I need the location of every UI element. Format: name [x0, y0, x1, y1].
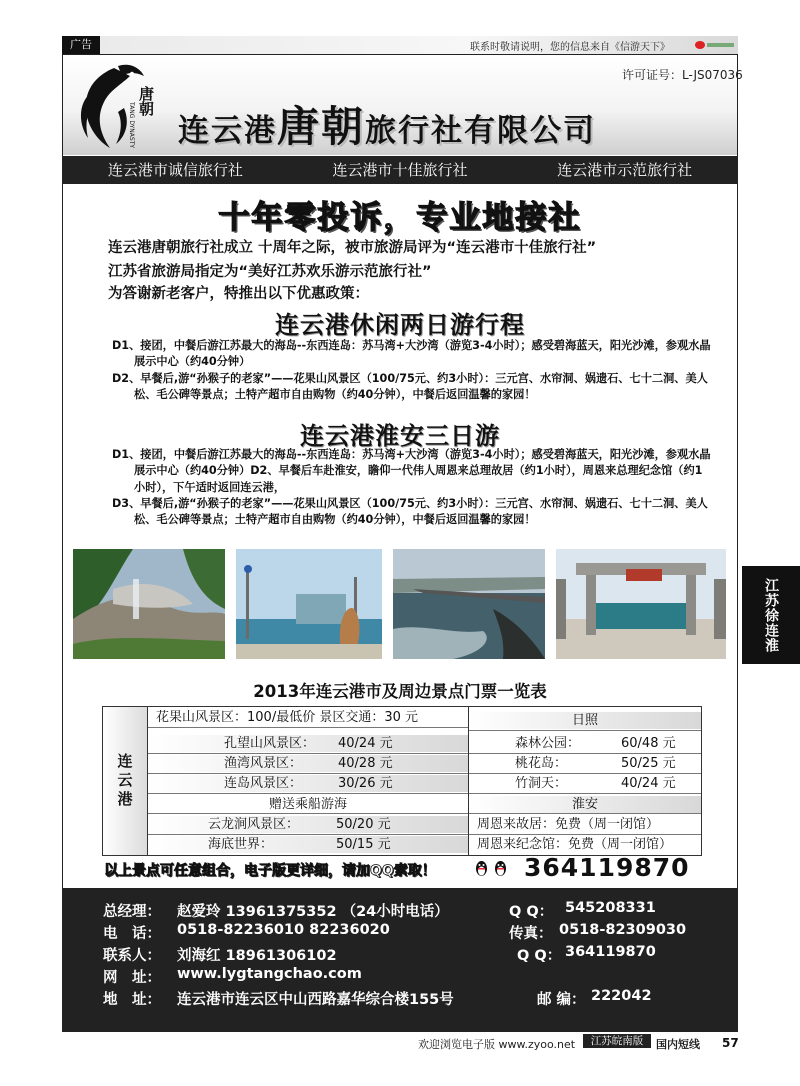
- tel-label: 电 话：: [103, 926, 161, 942]
- intro-line: 连云港唐朝旅行社成立 十周年之际，被市旅游局评为“连云港市十佳旅行社”: [108, 240, 597, 256]
- ad-tag: 广告: [62, 36, 100, 54]
- spot-price: 40/24 元: [338, 736, 393, 751]
- route-title: 连云港淮安三日游: [300, 422, 500, 450]
- logo-sub: TANG DYNASTY: [128, 102, 135, 149]
- spot-price: 40/24 元: [621, 776, 676, 791]
- intro-line: 为答谢新老客户，特推出以下优惠政策：: [108, 286, 369, 302]
- page-number: 57: [722, 1036, 739, 1050]
- photo-sea-causeway: [393, 549, 545, 659]
- table-row: [148, 735, 468, 752]
- footer-edition: 江苏皖南版: [583, 1034, 651, 1048]
- honors-strip: [63, 156, 737, 184]
- rizhao-header: 日照: [469, 712, 701, 729]
- photo-rocks-waterfall: [73, 549, 225, 659]
- city-name: 连云港: [115, 752, 134, 810]
- addr-value: 连云港市连云区中山西路嘉华综合楼155号: [177, 992, 454, 1008]
- qq2-label: Q Q：: [517, 948, 562, 964]
- table-row: [148, 836, 468, 853]
- city-column: [103, 707, 147, 855]
- spot-name: 孔望山风景区：: [224, 736, 316, 751]
- spot-name: 渔湾风景区：: [224, 756, 303, 771]
- spot-price: 50/15 元: [336, 837, 391, 852]
- tel-value: 0518-82236010 82236020: [177, 922, 390, 938]
- itinerary: [112, 447, 712, 528]
- qq-number: 364119870: [524, 853, 690, 882]
- addr-label: 地 址：: [103, 992, 161, 1008]
- itinerary-day: D3、早餐后,游“孙猴子的老家”——花果山风景区（100/75元、约3小时）：三元宫、水帘洞、娲遗石、七十二洞、美人松、毛公碑等景点；土特产超市自由购物（约40分钟），中餐后返回温馨的家园！: [112, 496, 708, 527]
- table-row: 周恩来纪念馆：免费（周一闭馆）: [477, 837, 673, 852]
- honor-item: 连云港市十佳旅行社: [332, 161, 468, 179]
- qq-penguin-icon: [494, 860, 507, 877]
- itinerary-day: D1、接团，中餐后游江苏最大的海岛--东西连岛：苏马湾+大沙湾（游览3-4小时）；感受碧海蓝天，阳光沙滩，参观水晶展示中心（约40分钟）D2、早餐后车赴淮安，瞻仰一代伟人周恩来总理故居（约1小时），周恩来总理纪念馆（约1小时），下午适时返回连云港，: [112, 448, 711, 494]
- ticket-table-title: 2013年连云港市及周边景点门票一览表: [253, 682, 547, 701]
- web-value: www.lygtangchao.com: [177, 966, 362, 982]
- region-tab: 江苏徐连淮: [742, 566, 800, 664]
- contact-block: [63, 888, 737, 1031]
- top-note: 联系时敬请说明，您的信息来自《信游天下》: [470, 42, 670, 53]
- route-title: 连云港休闲两日游行程: [275, 311, 525, 339]
- table-row: [148, 775, 468, 792]
- zip-label: 邮 编：: [537, 992, 586, 1008]
- table-row: 花果山风景区：100/最低价 景区交通：30 元: [156, 710, 418, 725]
- photo-stone-archway: [556, 549, 726, 659]
- web-label: 网 址：: [103, 970, 161, 986]
- person-label: 联系人：: [103, 948, 161, 964]
- intro-line: 江苏省旅游局指定为“美好江苏欢乐游示范旅行社”: [108, 264, 432, 280]
- spot-name: 云龙涧风景区：: [208, 817, 300, 832]
- itinerary-day: D2、早餐后,游“孙猴子的老家”——花果山风景区（100/75元、约3小时）：三元宫、水帘洞、娲遗石、七十二洞、美人松、毛公碑等景点；土特产超市自由购物（约40分钟），中餐后返回温馨的家园！: [112, 371, 708, 401]
- honor-item: 连云港市示范旅行社: [557, 161, 693, 179]
- fax-label: 传真：: [509, 926, 553, 942]
- table-row: 周恩来故居：免费（周一闭馆）: [477, 817, 660, 832]
- honor-item: 连云港市诚信旅行社: [107, 161, 243, 179]
- itinerary-day: D1、接团，中餐后游江苏最大的海岛--东西连岛：苏马湾+大沙湾（游览3-4小时）；感受碧海蓝天，阳光沙滩，参观水晶展示中心（约40分钟）: [112, 339, 711, 369]
- footer-browse: 欢迎浏览电子版 www.zyoo.net: [418, 1038, 576, 1051]
- qq2-value: 364119870: [565, 944, 656, 960]
- spot-price: 60/48 元: [621, 736, 676, 751]
- slogan: 十年零投诉，专业地接社: [218, 200, 582, 236]
- combo-note: 以上景点可任意组合，电子版更详细，请加QQ索取！: [104, 863, 436, 879]
- spot-price: 30/26 元: [338, 776, 393, 791]
- table-row: [469, 755, 701, 772]
- qq1-label: Q Q：: [509, 904, 554, 920]
- spot-name: 桃花岛：: [515, 756, 568, 771]
- publication-logo: [694, 39, 736, 51]
- table-row: [148, 816, 468, 833]
- fax-value: 0518-82309030: [559, 922, 687, 938]
- license-number: 许可证号：L-JS07036: [622, 68, 743, 82]
- logo-char: 唐朝: [137, 86, 155, 116]
- table-row: [469, 775, 701, 792]
- dragon-logo: [74, 62, 172, 154]
- spot-name: 森林公园：: [515, 736, 581, 751]
- qq1-value: 545208331: [565, 900, 656, 916]
- spot-price: 50/20 元: [336, 817, 391, 832]
- spot-price: 40/28 元: [338, 756, 393, 771]
- footer-section: 国内短线: [656, 1038, 700, 1051]
- company-brand: 唐朝: [277, 102, 366, 151]
- huaian-header: 淮安: [469, 796, 701, 813]
- spot-name: 连岛风景区：: [224, 776, 303, 791]
- gm-label: 总经理：: [103, 904, 161, 920]
- boat-header: 赠送乘船游海: [268, 797, 347, 812]
- company-prefix: 连云港: [178, 113, 277, 149]
- table-row: [148, 755, 468, 772]
- spot-name: 海底世界：: [208, 837, 274, 852]
- gm-value: 赵爱玲 13961375352 （24小时电话）: [177, 904, 449, 920]
- company-suffix: 旅行社有限公司: [365, 113, 597, 149]
- spot-name: 竹洞天：: [515, 776, 568, 791]
- photo-seaside-monument: [236, 549, 382, 659]
- table-row: [469, 735, 701, 752]
- company-name: [178, 94, 596, 154]
- spot-price: 50/25 元: [621, 756, 676, 771]
- itinerary: [112, 338, 712, 403]
- zip-value: 222042: [591, 988, 652, 1004]
- person-value: 刘海红 18961306102: [177, 948, 337, 964]
- qq-penguin-icon: [475, 860, 488, 877]
